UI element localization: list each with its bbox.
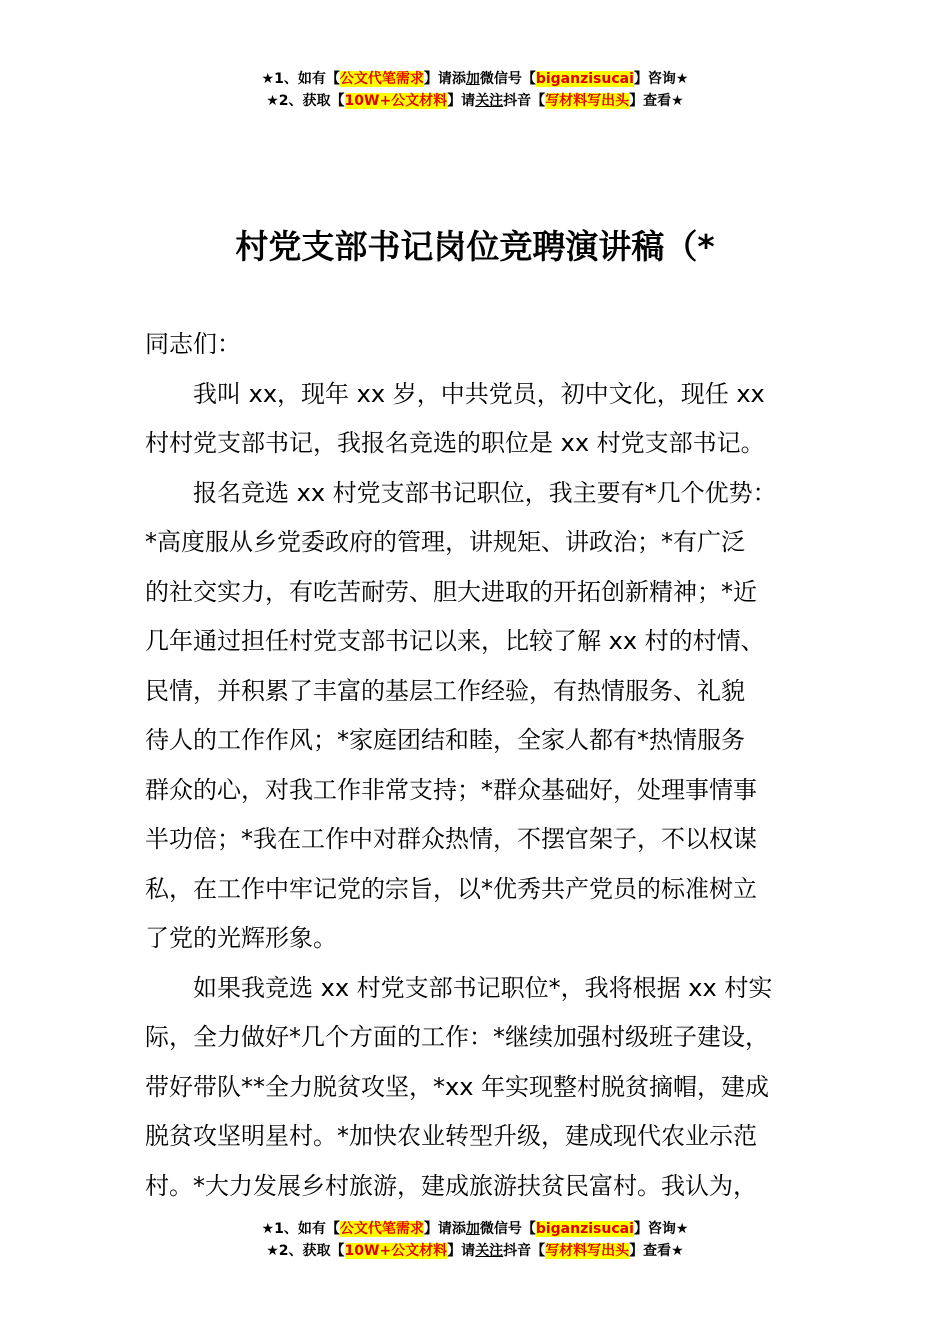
banner-text: ★1、如有【 <box>261 71 340 87</box>
banner-text: 】请 <box>447 1243 476 1259</box>
banner-text: 抖音【 <box>503 93 546 109</box>
text-line: 私，在工作中牢记党的宗旨，以*优秀共产党员的标准树立 <box>145 874 757 903</box>
banner-line-2 <box>0 90 950 112</box>
banner-highlight: 公文代笔需求 <box>339 1221 424 1237</box>
salutation: 同志们： <box>145 330 241 358</box>
text-line: 的社交实力，有吃苦耐劳、胆大进取的开拓创新精神；*近 <box>145 577 757 606</box>
paragraph-1 <box>145 370 810 469</box>
banner-text: 关注 <box>475 93 504 109</box>
text-line: 村。*大力发展乡村旅游，建成旅游扶贫民富村。我认为， <box>145 1171 757 1200</box>
banner-text: 微信号【 <box>479 1221 536 1237</box>
banner-douyin-id: 写材料写出头 <box>545 93 630 109</box>
banner-line-1 <box>0 68 950 90</box>
text-line: 群众的心，对我工作非常支持；*群众基础好，处理事情事 <box>145 775 757 804</box>
banner-text: 微信号【 <box>479 71 536 87</box>
banner-line-2 <box>0 1240 950 1262</box>
banner-text: 】查看★ <box>629 1243 684 1259</box>
banner-text: ★2、获取【 <box>266 93 345 109</box>
paragraph-3 <box>145 964 810 1212</box>
banner-douyin-id: 写材料写出头 <box>545 1243 630 1259</box>
banner-text: 】咨询★ <box>633 71 689 87</box>
banner-wechat-id: biganzisucai <box>535 71 634 87</box>
text-line: 际，全力做好*几个方面的工作：*继续加强村级班子建设， <box>145 1023 769 1051</box>
banner-text: 加 <box>465 71 480 87</box>
banner-text: 抖音【 <box>503 1243 546 1259</box>
banner-text: ★2、获取【 <box>266 1243 345 1259</box>
text-line: 报名竞选 xx 村党支部书记职位，我主要有*几个优势： <box>193 478 777 507</box>
banner-text: ★1、如有【 <box>261 1221 340 1237</box>
text-line: 几年通过担任村党支部书记以来，比较了解 xx 村的村情、 <box>145 627 765 655</box>
text-line: 半功倍；*我在工作中对群众热情，不摆官架子，不以权谋 <box>145 825 757 853</box>
text-line: 村村党支部书记，我报名竞选的职位是 xx 村党支部书记。 <box>145 429 765 457</box>
document-title: 村党支部书记岗位竞聘演讲稿（* <box>235 227 715 266</box>
footer-ad-banner <box>0 1218 950 1262</box>
text-line: 了党的光辉形象。 <box>145 924 337 952</box>
text-line: 我叫 xx，现年 xx 岁，中共党员，初中文化，现任 xx <box>193 379 765 408</box>
banner-highlight: 10W+公文材料 <box>344 93 448 109</box>
banner-wechat-id: biganzisucai <box>535 1221 634 1237</box>
text-line: 带好带队**全力脱贫攻坚，*xx 年实现整村脱贫摘帽，建成 <box>145 1072 770 1101</box>
banner-text: 】请 <box>447 93 476 109</box>
banner-text: 】查看★ <box>629 93 684 109</box>
document-body <box>145 320 810 1211</box>
banner-text: 关注 <box>475 1243 504 1259</box>
banner-text: 】请添 <box>423 1221 466 1237</box>
paragraph-2 <box>145 469 810 964</box>
banner-text: 加 <box>465 1221 480 1237</box>
header-ad-banner <box>0 68 950 112</box>
banner-highlight: 10W+公文材料 <box>344 1243 448 1259</box>
text-line: 民情，并积累了丰富的基层工作经验，有热情服务、礼貌 <box>145 676 745 705</box>
banner-line-1 <box>0 1218 950 1240</box>
text-line: 待人的工作作风；*家庭团结和睦，全家人都有*热情服务 <box>145 726 745 754</box>
banner-text: 】咨询★ <box>633 1221 689 1237</box>
text-line: 如果我竞选 xx 村党支部书记职位*，我将根据 xx 村实 <box>193 973 773 1002</box>
text-line: *高度服从乡党委政府的管理，讲规矩、讲政治；*有广泛 <box>145 528 745 556</box>
banner-text: 】请添 <box>423 71 466 87</box>
text-line: 脱贫攻坚明星村。*加快农业转型升级，建成现代农业示范 <box>145 1122 757 1150</box>
banner-highlight: 公文代笔需求 <box>339 71 424 87</box>
